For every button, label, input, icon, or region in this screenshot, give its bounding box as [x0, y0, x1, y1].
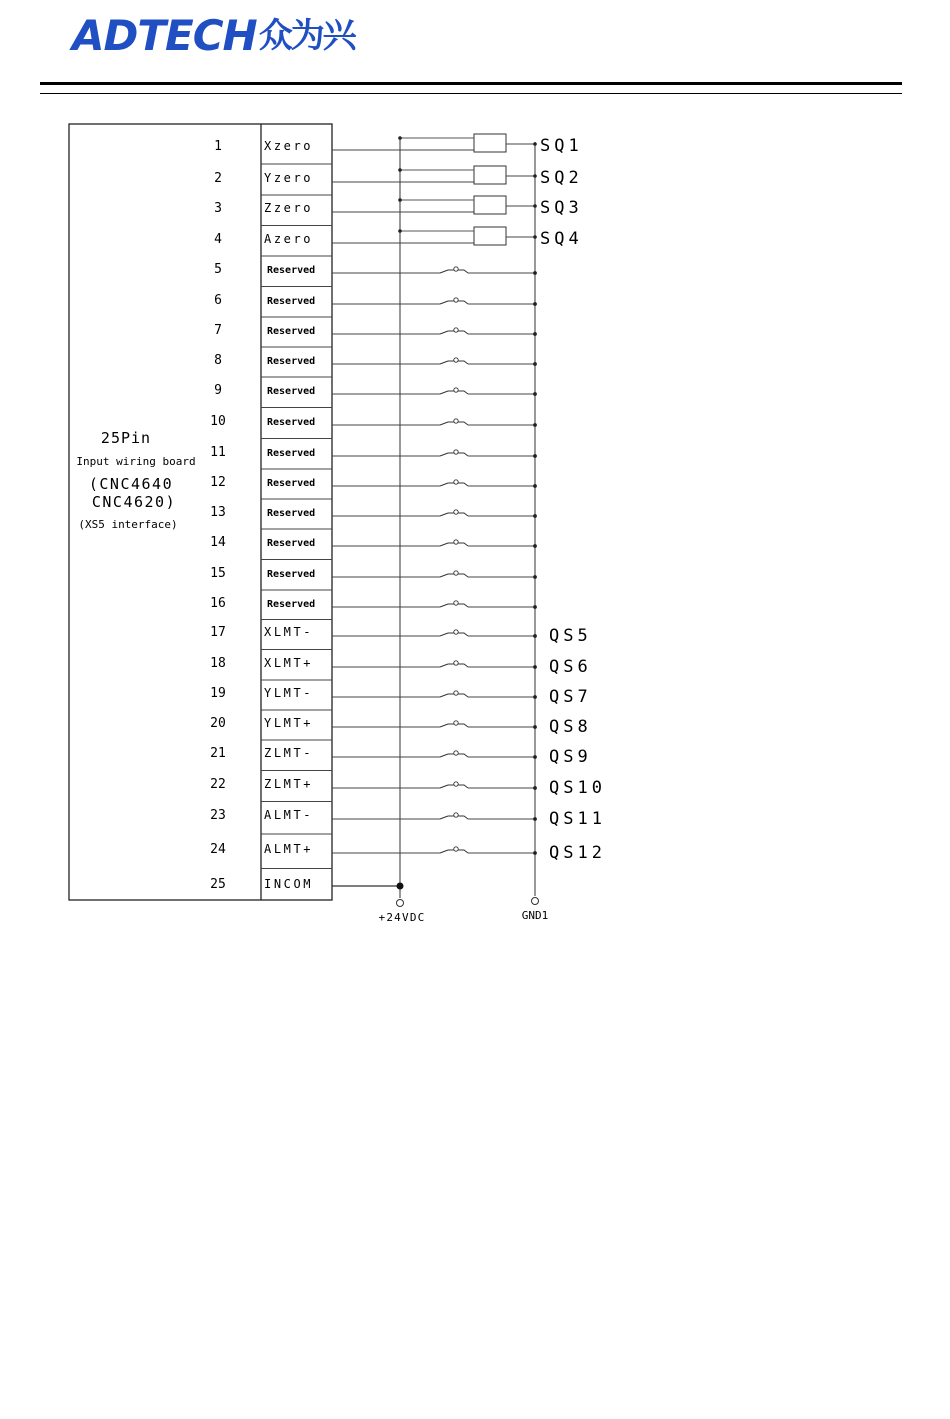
pin-signal-label: Reserved — [267, 599, 316, 610]
vcc-label: +24VDC — [378, 911, 426, 924]
pin-number: 22 — [210, 777, 226, 792]
pin-signal-label: Xzero — [264, 139, 314, 153]
board-model-1: (CNC4640 — [88, 475, 174, 493]
pin-number: 2 — [214, 171, 222, 186]
switch-pivot — [454, 540, 458, 544]
pin-signal-label: Reserved — [267, 478, 316, 489]
switch-pivot — [454, 358, 458, 362]
switch-pivot — [454, 388, 458, 392]
proximity-sensor-box — [474, 227, 506, 245]
pin-number: 17 — [210, 625, 226, 640]
pin-number: 24 — [210, 842, 226, 857]
pin-signal-label: XLMT- — [264, 625, 314, 639]
pin-signal-label: YLMT+ — [264, 716, 314, 730]
switch-gnd-junction — [533, 302, 537, 306]
switch-label: QS6 — [549, 657, 592, 677]
switch-label: QS10 — [549, 778, 606, 798]
pin-number: 16 — [210, 596, 226, 611]
board-title: Input wiring board — [76, 455, 196, 468]
switch-pivot — [454, 630, 458, 634]
pin-signal-label: YLMT- — [264, 686, 314, 700]
sensor-gnd-junction — [533, 174, 537, 178]
switch-pivot — [454, 298, 458, 302]
header-rule-thin — [40, 93, 902, 94]
pin-number: 21 — [210, 746, 226, 761]
switch-pivot — [454, 721, 458, 725]
board-pin-count: 25Pin — [100, 429, 152, 447]
switch-gnd-junction — [533, 454, 537, 458]
switch-pivot — [454, 419, 458, 423]
pin-signal-label: Reserved — [267, 417, 316, 428]
switch-gnd-junction — [533, 544, 537, 548]
switch-pivot — [454, 601, 458, 605]
pin-signal-label: XLMT+ — [264, 656, 314, 670]
wiring-diagram — [0, 110, 950, 940]
vcc-terminal — [397, 900, 404, 907]
pin-signal-label: Zzero — [264, 201, 314, 215]
pin-number: 10 — [210, 414, 226, 429]
pin-number: 13 — [210, 505, 226, 520]
sensor-power-junction — [398, 168, 402, 172]
gnd-terminal — [532, 898, 539, 905]
gnd-label: GND1 — [521, 909, 549, 922]
pin-number: 12 — [210, 475, 226, 490]
switch-label: QS12 — [549, 843, 606, 863]
pin-signal-label: INCOM — [264, 877, 314, 891]
pin-signal-label: ZLMT- — [264, 746, 314, 760]
pin-signal-label: ALMT- — [264, 808, 314, 822]
pin-signal-label: Reserved — [267, 508, 316, 519]
switch-gnd-junction — [533, 665, 537, 669]
pin-signal-label: Reserved — [267, 326, 316, 337]
switch-pivot — [454, 691, 458, 695]
sensor-label: SQ1 — [540, 136, 583, 156]
sensor-gnd-junction — [533, 235, 537, 239]
switch-gnd-junction — [533, 817, 537, 821]
pin-number: 14 — [210, 535, 226, 550]
switch-gnd-junction — [533, 786, 537, 790]
pin-signal-label: Reserved — [267, 538, 316, 549]
switch-gnd-junction — [533, 332, 537, 336]
switch-label: QS5 — [549, 626, 592, 646]
pin-signal-label: Reserved — [267, 448, 316, 459]
logo-latin: ADTECH — [72, 11, 257, 60]
pin-number: 9 — [214, 383, 222, 398]
pin-number: 20 — [210, 716, 226, 731]
sensor-power-junction — [398, 229, 402, 233]
pin-number: 3 — [214, 201, 222, 216]
pin-signal-label: Yzero — [264, 171, 314, 185]
logo-chinese: 众为兴 — [258, 16, 355, 56]
switch-gnd-junction — [533, 514, 537, 518]
pin-signal-label: Reserved — [267, 356, 316, 367]
switch-gnd-junction — [533, 725, 537, 729]
switch-label: QS11 — [549, 809, 606, 829]
switch-pivot — [454, 480, 458, 484]
switch-gnd-junction — [533, 695, 537, 699]
incom-junction — [397, 883, 404, 890]
pin-number: 4 — [214, 232, 222, 247]
sensor-gnd-junction — [533, 142, 537, 146]
proximity-sensor-box — [474, 196, 506, 214]
switch-pivot — [454, 571, 458, 575]
switch-pivot — [454, 782, 458, 786]
adtech-logo — [72, 11, 355, 60]
pin-number: 11 — [210, 445, 226, 460]
switch-pivot — [454, 813, 458, 817]
switch-gnd-junction — [533, 755, 537, 759]
pin-number: 1 — [214, 139, 222, 154]
board-model-2: CNC4620) — [91, 493, 177, 511]
switch-pivot — [454, 751, 458, 755]
sensor-power-junction — [398, 198, 402, 202]
switch-label: QS8 — [549, 717, 592, 737]
board-interface: (XS5 interface) — [78, 518, 178, 531]
pin-signal-label: Reserved — [267, 569, 316, 580]
switch-pivot — [454, 328, 458, 332]
pin-signal-label: Azero — [264, 232, 314, 246]
switch-gnd-junction — [533, 851, 537, 855]
switch-label: QS9 — [549, 747, 592, 767]
switch-pivot — [454, 450, 458, 454]
switch-gnd-junction — [533, 575, 537, 579]
proximity-sensor-box — [474, 166, 506, 184]
switch-gnd-junction — [533, 605, 537, 609]
pin-number: 5 — [214, 262, 222, 277]
switch-label: QS7 — [549, 687, 592, 707]
pin-number: 6 — [214, 293, 222, 308]
sensor-power-junction — [398, 136, 402, 140]
header-rule-thick — [40, 82, 902, 85]
pin-signal-label: ALMT+ — [264, 842, 314, 856]
page-header — [0, 0, 950, 100]
pin-number: 8 — [214, 353, 222, 368]
switch-gnd-junction — [533, 362, 537, 366]
pin-number: 19 — [210, 686, 226, 701]
switch-gnd-junction — [533, 392, 537, 396]
switch-gnd-junction — [533, 423, 537, 427]
pin-signal-label: Reserved — [267, 296, 316, 307]
pin-number: 7 — [214, 323, 222, 338]
switch-gnd-junction — [533, 634, 537, 638]
switch-pivot — [454, 847, 458, 851]
switch-gnd-junction — [533, 484, 537, 488]
switch-pivot — [454, 510, 458, 514]
sensor-label: SQ4 — [540, 229, 583, 249]
sensor-gnd-junction — [533, 204, 537, 208]
pin-signal-label: Reserved — [267, 265, 316, 276]
sensor-label: SQ3 — [540, 198, 583, 218]
pin-number: 15 — [210, 566, 226, 581]
pin-signal-label: ZLMT+ — [264, 777, 314, 791]
pin-number: 23 — [210, 808, 226, 823]
pin-number: 25 — [210, 877, 226, 892]
pin-signal-label: Reserved — [267, 386, 316, 397]
proximity-sensor-box — [474, 134, 506, 152]
pin-number: 18 — [210, 656, 226, 671]
switch-pivot — [454, 267, 458, 271]
switch-gnd-junction — [533, 271, 537, 275]
switch-pivot — [454, 661, 458, 665]
sensor-label: SQ2 — [540, 168, 583, 188]
